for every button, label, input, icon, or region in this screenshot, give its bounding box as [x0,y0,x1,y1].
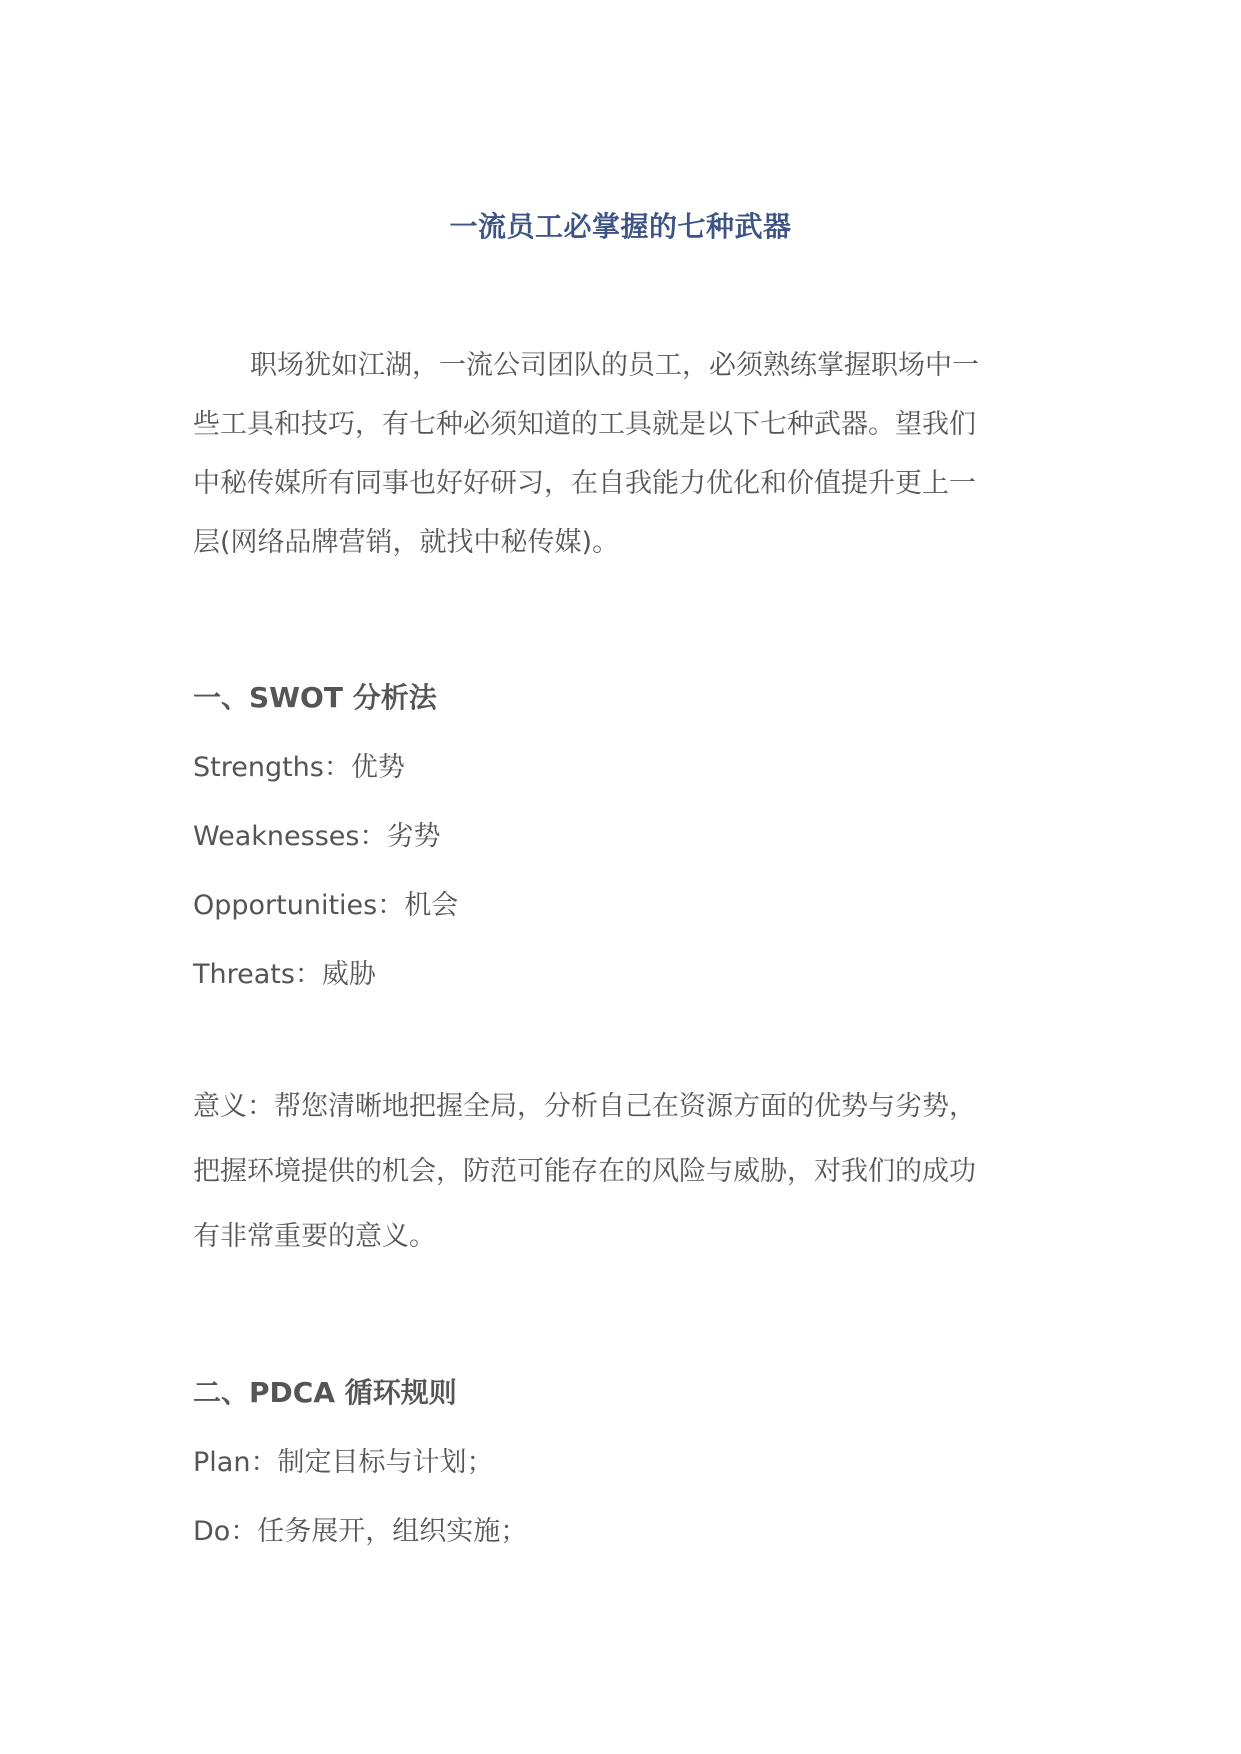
swot-item-weaknesses: Weaknesses：劣势 [193,821,441,852]
intro-line-1: 职场犹如江湖，一流公司团队的员工，必须熟练掌握职场中一 [250,350,979,381]
swot-item-opportunities: Opportunities：机会 [193,890,459,921]
intro-line-2: 些工具和技巧，有七种必须知道的工具就是以下七种武器。望我们 [193,409,976,440]
intro-line-3: 中秘传媒所有同事也好好研习，在自我能力优化和价值提升更上一 [193,468,976,499]
section-heading-swot: 一、SWOT 分析法 [193,681,437,714]
swot-item-threats: Threats：威胁 [193,959,376,990]
intro-line-4: 层(网络品牌营销，就找中秘传媒)。 [193,527,620,558]
swot-meaning-line-2: 把握环境提供的机会，防范可能存在的风险与威胁，对我们的成功 [193,1156,976,1187]
document-title: 一流员工必掌握的七种武器 [449,210,792,243]
pdca-item-do: Do：任务展开，组织实施； [193,1516,528,1547]
pdca-item-plan: Plan：制定目标与计划； [193,1447,494,1478]
section-heading-pdca: 二、PDCA 循环规则 [193,1376,457,1409]
swot-meaning-line-3: 有非常重要的意义。 [193,1221,436,1252]
swot-meaning-line-1: 意义：帮您清晰地把握全局，分析自己在资源方面的优势与劣势， [193,1091,976,1122]
swot-item-strengths: Strengths：优势 [193,752,405,783]
